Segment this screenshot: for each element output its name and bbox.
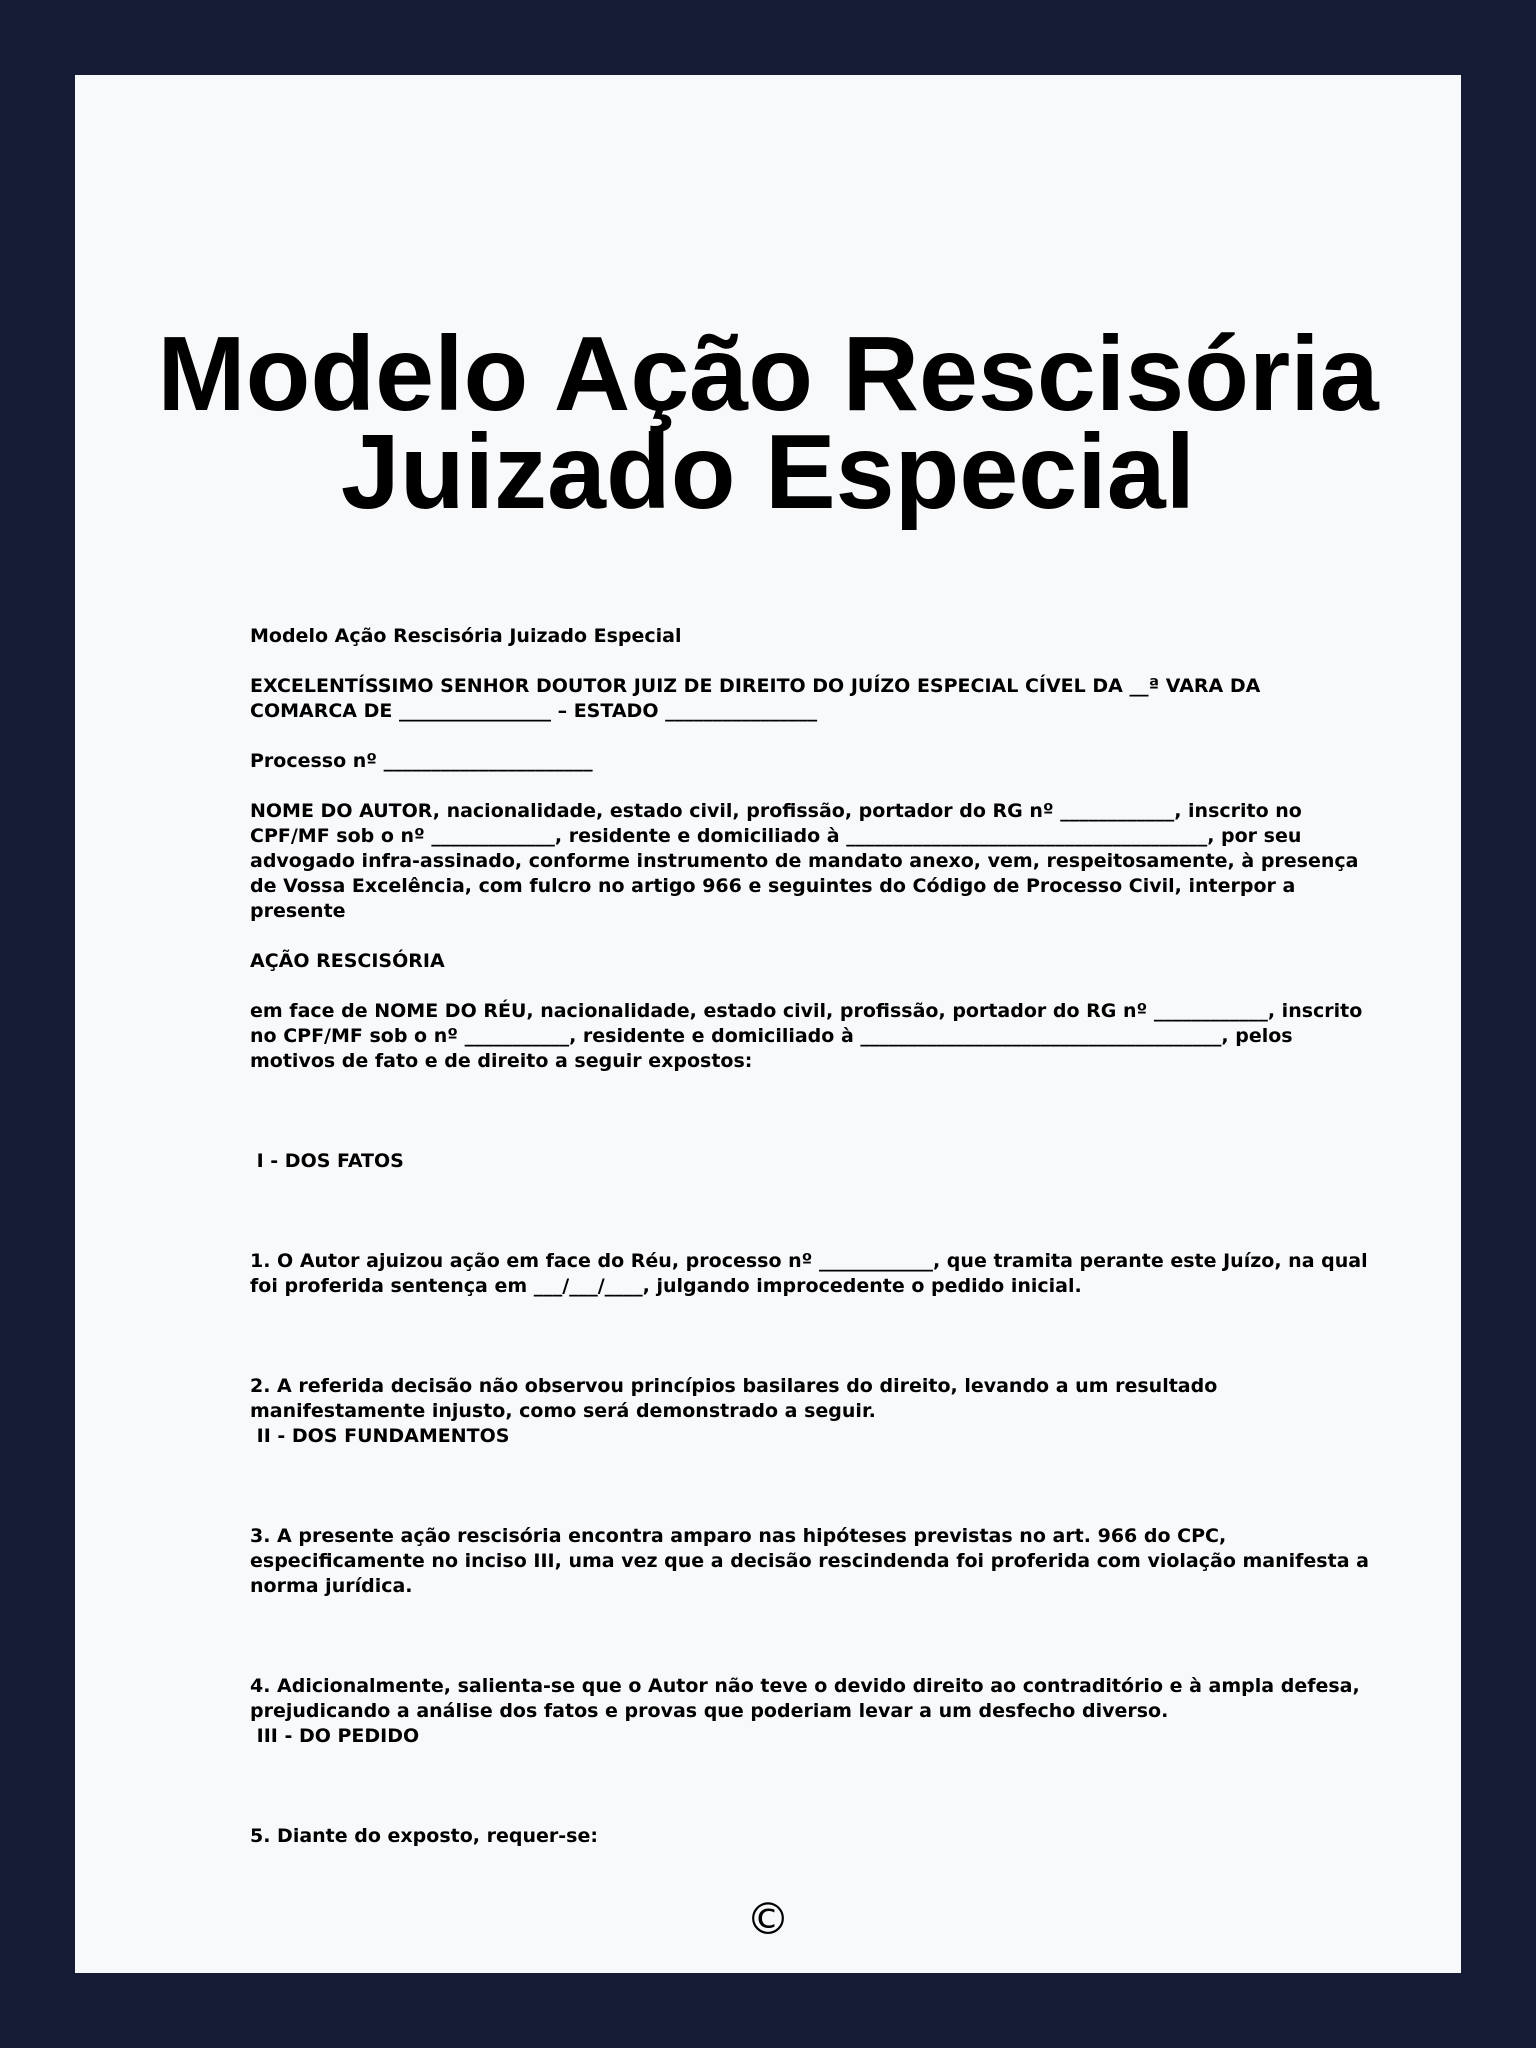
- document-body: [250, 624, 1376, 1849]
- section-grounds-heading: II - DOS FUNDAMENTOS: [250, 1425, 510, 1447]
- paragraph-5: 5. Diante do exposto, requer-se:: [250, 1825, 598, 1847]
- defendant-qualification: em face de NOME DO RÉU, nacionalidade, estado civil, profissão, portador do RG nº ____________, inscrito no CPF/MF sob o nº ___________, residente e domiciliado à ______________________________________, pelos motivos de fato e de direito a seguir expostos:: [250, 1000, 1369, 1072]
- paragraph-4: 4. Adicionalmente, salienta-se que o Autor não teve o devido direito ao contraditório e à ampla defesa, prejudicando a análise dos fatos e provas que poderiam levar a um desfecho diverso.: [250, 1675, 1367, 1722]
- court-address: EXCELENTÍSSIMO SENHOR DOUTOR JUIZ DE DIREITO DO JUÍZO ESPECIAL CÍVEL DA __ª VARA DA COMARCA DE ________________ – ESTADO ________________: [250, 675, 1267, 722]
- paragraph-2: 2. A referida decisão não observou princípios basilares do direito, levando a um resultado manifestamente injusto, como será demonstrado a seguir.: [250, 1375, 1224, 1422]
- section-request-heading: III - DO PEDIDO: [250, 1725, 420, 1747]
- process-number: Processo nº ______________________: [250, 750, 593, 772]
- paragraph-1: 1. O Autor ajuizou ação em face do Réu, processo nº ____________, que tramita perante este Juízo, na qual foi proferida sentença em ___/___/____, julgando improcedente o pedido inicial.: [250, 1250, 1375, 1297]
- document-page: [75, 75, 1461, 1973]
- paragraph-3: 3. A presente ação rescisória encontra amparo nas hipóteses previstas no art. 966 do CPC, especificamente no inciso III, uma vez que a decisão rescindenda foi proferida com violação manifesta a norma jurídica.: [250, 1525, 1376, 1597]
- section-facts-heading: I - DOS FATOS: [250, 1150, 404, 1172]
- page-title-line-1: Modelo Ação Rescisória: [157, 315, 1379, 433]
- copyright-icon: ©: [746, 1894, 790, 1945]
- plaintiff-qualification: NOME DO AUTOR, nacionalidade, estado civil, profissão, portador do RG nº ____________, inscrito no CPF/MF sob o nº _____________, residente e domiciliado à ______________________________________, por seu advogado infra-assinado, conforme instrumento de mandato anexo, vem, respeitosamente, à presença de Vossa Excelência, com fulcro no artigo 966 e seguintes do Código de Processo Civil, interpor a presente: [250, 800, 1366, 922]
- page-title: [75, 315, 1461, 531]
- document-heading: Modelo Ação Rescisória Juizado Especial: [250, 625, 682, 647]
- page-title-line-2: Juizado Especial: [340, 413, 1196, 531]
- action-name: AÇÃO RESCISÓRIA: [250, 950, 445, 972]
